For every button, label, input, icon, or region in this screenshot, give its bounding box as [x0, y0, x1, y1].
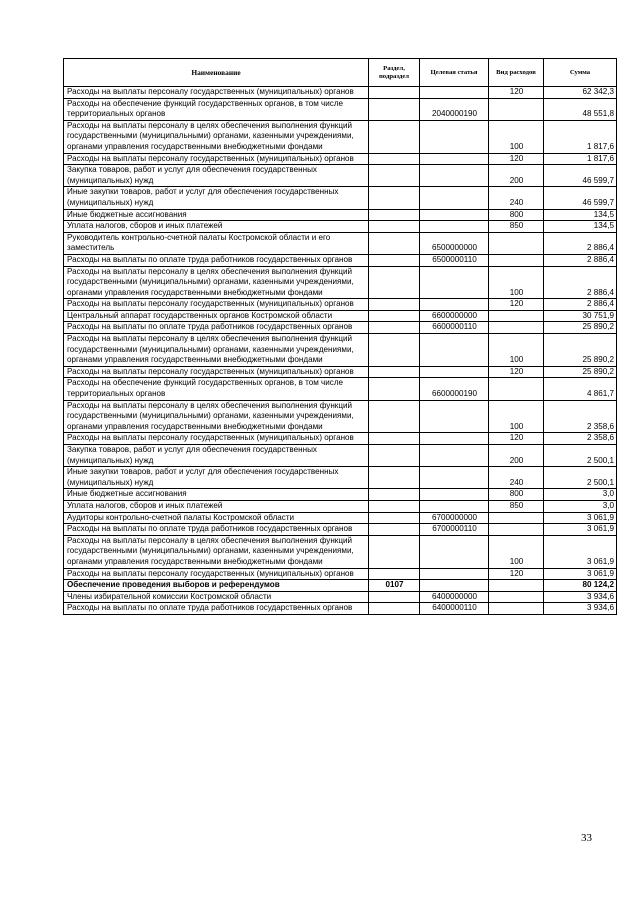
row-name-cell: Иные бюджетные ассигнования — [64, 209, 369, 221]
row-sum-cell: 2 886,4 — [544, 266, 617, 299]
header-name: Наименование — [64, 59, 369, 87]
table-row — [64, 322, 617, 334]
row-expense-type-cell: 800 — [489, 209, 544, 221]
row-expense-type-cell: 100 — [489, 535, 544, 568]
row-section-cell — [369, 433, 420, 445]
row-expense-type-cell — [489, 322, 544, 334]
table-row — [64, 603, 617, 615]
row-expense-type-cell — [489, 254, 544, 266]
row-expense-type-cell: 100 — [489, 334, 544, 367]
row-sum-cell: 3 061,9 — [544, 524, 617, 536]
row-section-cell — [369, 310, 420, 322]
row-expense-type-cell: 240 — [489, 187, 544, 209]
row-article-cell: 6400000000 — [420, 591, 489, 603]
row-section-cell — [369, 445, 420, 467]
row-article-cell: 2040000190 — [420, 98, 489, 120]
row-sum-cell: 25 890,2 — [544, 322, 617, 334]
row-name-cell: Расходы на выплаты персоналу государственных (муниципальных) органов — [64, 433, 369, 445]
row-sum-cell: 2 500,1 — [544, 445, 617, 467]
row-name-cell: Расходы на выплаты персоналу в целях обеспечения выполнения функций государственными (муниципальными) органами, казенными учреждениями, органами управления государственными внебюджетными фондами — [64, 535, 369, 568]
row-article-cell: 6400000110 — [420, 603, 489, 615]
table-row — [64, 524, 617, 536]
row-sum-cell: 3 061,9 — [544, 535, 617, 568]
row-name-cell: Иные закупки товаров, работ и услуг для обеспечения государственных (муниципальных) нужд — [64, 467, 369, 489]
row-sum-cell: 3,0 — [544, 489, 617, 501]
row-expense-type-cell: 120 — [489, 568, 544, 580]
row-section-cell — [369, 165, 420, 187]
row-name-cell: Расходы на обеспечение функций государственных органов, в том числе территориальных органов — [64, 98, 369, 120]
row-name-cell: Расходы на выплаты персоналу государственных (муниципальных) органов — [64, 568, 369, 580]
row-article-cell — [420, 120, 489, 153]
row-expense-type-cell — [489, 378, 544, 400]
row-name-cell: Центральный аппарат государственных органов Костромской области — [64, 310, 369, 322]
row-expense-type-cell: 800 — [489, 489, 544, 501]
row-section-cell — [369, 366, 420, 378]
row-name-cell: Расходы на выплаты персоналу государственных (муниципальных) органов — [64, 87, 369, 99]
table-row — [64, 378, 617, 400]
row-article-cell — [420, 299, 489, 311]
row-expense-type-cell: 120 — [489, 87, 544, 99]
row-section-cell — [369, 334, 420, 367]
row-section-cell — [369, 98, 420, 120]
table-row — [64, 232, 617, 254]
row-expense-type-cell: 120 — [489, 153, 544, 165]
row-article-cell — [420, 187, 489, 209]
row-sum-cell: 4 861,7 — [544, 378, 617, 400]
row-name-cell: Иные бюджетные ассигнования — [64, 489, 369, 501]
row-section-cell — [369, 568, 420, 580]
row-name-cell: Расходы на выплаты персоналу в целях обеспечения выполнения функций государственными (муниципальными) органами, казенными учреждениями, органами управления государственными внебюджетными фондами — [64, 400, 369, 433]
table-row — [64, 433, 617, 445]
row-article-cell — [420, 334, 489, 367]
row-sum-cell: 2 886,4 — [544, 254, 617, 266]
table-row — [64, 299, 617, 311]
row-name-cell: Обеспечение проведения выборов и референдумов — [64, 580, 369, 592]
row-article-cell — [420, 535, 489, 568]
table-row — [64, 489, 617, 501]
row-expense-type-cell: 120 — [489, 299, 544, 311]
table-row — [64, 334, 617, 367]
row-name-cell: Уплата налогов, сборов и иных платежей — [64, 221, 369, 233]
row-sum-cell: 1 817,6 — [544, 153, 617, 165]
row-sum-cell: 134,5 — [544, 221, 617, 233]
row-section-cell — [369, 299, 420, 311]
row-sum-cell: 25 890,2 — [544, 366, 617, 378]
row-name-cell: Закупка товаров, работ и услуг для обеспечения государственных (муниципальных) нужд — [64, 445, 369, 467]
row-section-cell — [369, 591, 420, 603]
header-article: Целевая статья — [420, 59, 489, 87]
row-name-cell: Расходы на выплаты персоналу государственных (муниципальных) органов — [64, 299, 369, 311]
row-expense-type-cell — [489, 310, 544, 322]
row-sum-cell: 80 124,2 — [544, 580, 617, 592]
table-row — [64, 512, 617, 524]
table-row — [64, 568, 617, 580]
table-row — [64, 580, 617, 592]
row-expense-type-cell — [489, 512, 544, 524]
table-row — [64, 165, 617, 187]
row-section-cell — [369, 400, 420, 433]
row-article-cell — [420, 209, 489, 221]
row-expense-type-cell — [489, 524, 544, 536]
row-sum-cell: 30 751,9 — [544, 310, 617, 322]
row-section-cell — [369, 120, 420, 153]
row-sum-cell: 3 934,6 — [544, 603, 617, 615]
budget-table — [63, 58, 617, 615]
row-section-cell — [369, 209, 420, 221]
row-section-cell — [369, 378, 420, 400]
table-body — [64, 87, 617, 615]
row-name-cell: Члены избирательной комиссии Костромской области — [64, 591, 369, 603]
table-row — [64, 445, 617, 467]
row-section-cell — [369, 153, 420, 165]
row-name-cell: Закупка товаров, работ и услуг для обеспечения государственных (муниципальных) нужд — [64, 165, 369, 187]
row-sum-cell: 2 500,1 — [544, 467, 617, 489]
row-section-cell — [369, 266, 420, 299]
row-article-cell — [420, 433, 489, 445]
row-expense-type-cell: 100 — [489, 266, 544, 299]
table-row — [64, 153, 617, 165]
row-article-cell — [420, 87, 489, 99]
row-expense-type-cell: 200 — [489, 445, 544, 467]
row-article-cell: 6600000190 — [420, 378, 489, 400]
row-sum-cell: 2 886,4 — [544, 299, 617, 311]
table-row — [64, 400, 617, 433]
row-name-cell: Уплата налогов, сборов и иных платежей — [64, 500, 369, 512]
row-name-cell: Расходы на обеспечение функций государственных органов, в том числе территориальных органов — [64, 378, 369, 400]
row-article-cell — [420, 580, 489, 592]
row-expense-type-cell: 850 — [489, 500, 544, 512]
row-section-cell — [369, 187, 420, 209]
row-sum-cell: 1 817,6 — [544, 120, 617, 153]
row-name-cell: Расходы на выплаты по оплате труда работников государственных органов — [64, 603, 369, 615]
row-sum-cell: 25 890,2 — [544, 334, 617, 367]
row-name-cell: Иные закупки товаров, работ и услуг для обеспечения государственных (муниципальных) нужд — [64, 187, 369, 209]
row-article-cell — [420, 266, 489, 299]
row-sum-cell: 46 599,7 — [544, 187, 617, 209]
row-article-cell — [420, 500, 489, 512]
table-row — [64, 467, 617, 489]
row-sum-cell: 62 342,3 — [544, 87, 617, 99]
row-sum-cell: 48 551,8 — [544, 98, 617, 120]
row-sum-cell: 3 061,9 — [544, 512, 617, 524]
header-sum: Сумма — [544, 59, 617, 87]
row-section-cell — [369, 524, 420, 536]
row-name-cell: Расходы на выплаты по оплате труда работников государственных органов — [64, 254, 369, 266]
row-name-cell: Расходы на выплаты персоналу в целях обеспечения выполнения функций государственными (муниципальными) органами, казенными учреждениями, органами управления государственными внебюджетными фондами — [64, 266, 369, 299]
row-name-cell: Руководитель контрольно-счетной палаты Костромской области и его заместитель — [64, 232, 369, 254]
row-expense-type-cell — [489, 603, 544, 615]
row-expense-type-cell: 100 — [489, 120, 544, 153]
row-article-cell — [420, 165, 489, 187]
header-section: Раздел, подраздел — [369, 59, 420, 87]
row-name-cell: Расходы на выплаты персоналу государственных (муниципальных) органов — [64, 366, 369, 378]
row-section-cell — [369, 221, 420, 233]
table-row — [64, 87, 617, 99]
row-section-cell — [369, 467, 420, 489]
table-row — [64, 266, 617, 299]
row-section-cell: 0107 — [369, 580, 420, 592]
row-article-cell — [420, 153, 489, 165]
row-article-cell — [420, 467, 489, 489]
row-sum-cell: 134,5 — [544, 209, 617, 221]
row-article-cell — [420, 400, 489, 433]
row-section-cell — [369, 489, 420, 501]
row-section-cell — [369, 254, 420, 266]
row-sum-cell: 3 934,6 — [544, 591, 617, 603]
table-header-row — [64, 59, 617, 87]
row-article-cell: 6500000110 — [420, 254, 489, 266]
row-expense-type-cell: 120 — [489, 366, 544, 378]
row-expense-type-cell: 240 — [489, 467, 544, 489]
row-article-cell: 6500000000 — [420, 232, 489, 254]
row-expense-type-cell — [489, 232, 544, 254]
table-row — [64, 500, 617, 512]
table-row — [64, 366, 617, 378]
table-row — [64, 120, 617, 153]
row-article-cell — [420, 366, 489, 378]
row-expense-type-cell: 100 — [489, 400, 544, 433]
row-expense-type-cell — [489, 98, 544, 120]
row-expense-type-cell: 850 — [489, 221, 544, 233]
row-sum-cell: 2 358,6 — [544, 433, 617, 445]
row-section-cell — [369, 535, 420, 568]
table-row — [64, 187, 617, 209]
row-section-cell — [369, 232, 420, 254]
row-section-cell — [369, 87, 420, 99]
table-row — [64, 591, 617, 603]
row-name-cell: Расходы на выплаты по оплате труда работников государственных органов — [64, 322, 369, 334]
table-row — [64, 98, 617, 120]
row-article-cell — [420, 568, 489, 580]
row-name-cell: Расходы на выплаты по оплате труда работников государственных органов — [64, 524, 369, 536]
row-article-cell — [420, 221, 489, 233]
row-article-cell — [420, 445, 489, 467]
row-sum-cell: 2 886,4 — [544, 232, 617, 254]
row-section-cell — [369, 603, 420, 615]
row-section-cell — [369, 500, 420, 512]
row-name-cell: Аудиторы контрольно-счетной палаты Костромской области — [64, 512, 369, 524]
row-expense-type-cell: 200 — [489, 165, 544, 187]
table-row — [64, 535, 617, 568]
row-sum-cell: 3 061,9 — [544, 568, 617, 580]
row-article-cell: 6700000110 — [420, 524, 489, 536]
table-row — [64, 209, 617, 221]
row-sum-cell: 3,0 — [544, 500, 617, 512]
table-row — [64, 310, 617, 322]
row-sum-cell: 46 599,7 — [544, 165, 617, 187]
row-article-cell — [420, 489, 489, 501]
header-expense-type: Вид расходов — [489, 59, 544, 87]
row-sum-cell: 2 358,6 — [544, 400, 617, 433]
row-expense-type-cell: 120 — [489, 433, 544, 445]
row-name-cell: Расходы на выплаты персоналу государственных (муниципальных) органов — [64, 153, 369, 165]
row-section-cell — [369, 512, 420, 524]
table-row — [64, 221, 617, 233]
page-number: 33 — [581, 832, 592, 844]
row-article-cell: 6600000000 — [420, 310, 489, 322]
row-expense-type-cell — [489, 591, 544, 603]
row-article-cell: 6700000000 — [420, 512, 489, 524]
row-section-cell — [369, 322, 420, 334]
row-name-cell: Расходы на выплаты персоналу в целях обеспечения выполнения функций государственными (муниципальными) органами, казенными учреждениями, органами управления государственными внебюджетными фондами — [64, 120, 369, 153]
row-article-cell: 6600000110 — [420, 322, 489, 334]
row-expense-type-cell — [489, 580, 544, 592]
table-row — [64, 254, 617, 266]
row-name-cell: Расходы на выплаты персоналу в целях обеспечения выполнения функций государственными (муниципальными) органами, казенными учреждениями, органами управления государственными внебюджетными фондами — [64, 334, 369, 367]
